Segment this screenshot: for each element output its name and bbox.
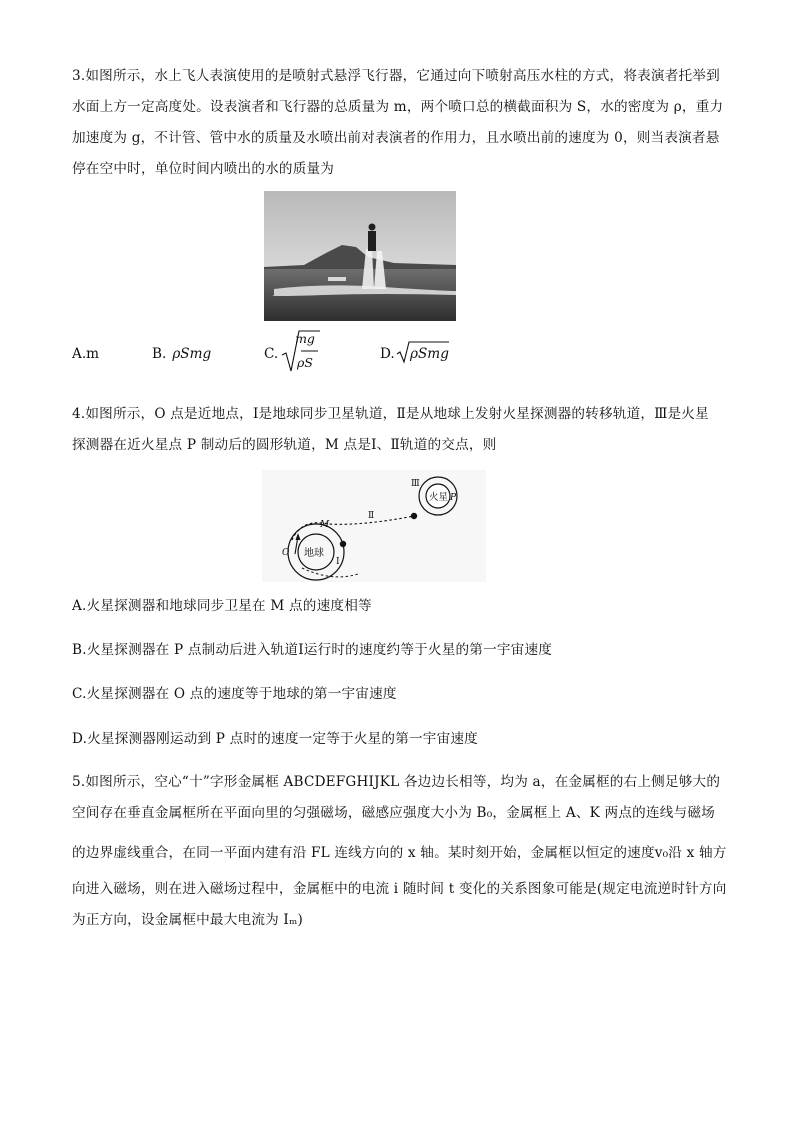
q3-option-c-label: C. xyxy=(264,346,279,362)
q3-option-b xyxy=(152,345,211,363)
earth-label: 地球 xyxy=(304,548,324,559)
probe-dot xyxy=(411,513,417,519)
q5-line-3: 的边界虚线重合，在同一平面内建有沿 FL 连线方向的 x 轴。某时刻开始，金属框以恒定的速度v₀沿 x 轴方 xyxy=(72,845,727,861)
q3-option-d-expr: ρSmg xyxy=(410,346,449,362)
q5-line-5: 为正方向，设金属框中最大电流为 Iₘ) xyxy=(72,912,304,928)
flyboard-photo xyxy=(264,191,456,321)
q4-option-c: C.火星探测器在 O 点的速度等于地球的第一宇宙速度 xyxy=(72,686,397,702)
q3-line-3: 加速度为 g，不计管、管中水的质量及水喷出前对表演者的作用力，且水喷出前的速度为 0，则当表演者悬 xyxy=(72,130,720,146)
q5-line-4: 向进入磁场，则在进入磁场过程中，金属框中的电流 i 随时间 t 变化的关系图象可能是(规定电流逆时针方向 xyxy=(72,881,727,897)
q4-option-b: B.火星探测器在 P 点制动后进入轨道Ⅰ运行时的速度约等于火星的第一宇宙速度 xyxy=(72,642,553,658)
label-p: P xyxy=(450,493,457,503)
orbit-diagram xyxy=(262,470,486,582)
q3-option-b-expr: ρSmg xyxy=(172,346,212,362)
q5-line-2: 空间存在垂直金属框所在平面向里的匀强磁场，磁感应强度大小为 B₀，金属框上 A、K 两点的连线与磁场 xyxy=(72,805,715,821)
q4-option-a: A.火星探测器和地球同步卫星在 M 点的速度相等 xyxy=(72,598,372,614)
label-m: M xyxy=(320,520,330,530)
flyboard-photo-image xyxy=(264,191,456,321)
q3-option-a: A.m xyxy=(72,346,100,362)
q3-option-b-label: B. xyxy=(152,346,167,362)
mars-label: 火星 xyxy=(429,492,449,503)
q3-line-1: 3.如图所示，水上飞人表演使用的是喷射式悬浮飞行器，它通过向下喷射高压水柱的方式，将表演者托举到 xyxy=(72,68,720,84)
orbit-diagram-svg xyxy=(262,470,486,582)
q5-line-1: 5.如图所示，空心“十”字形金属框 ABCDEFGHIJKL 各边边长相等，均为 a，在金属框的右上侧足够大的 xyxy=(72,774,721,790)
label-o: O xyxy=(282,548,290,558)
q3-option-d-label: D. xyxy=(380,346,395,362)
q4-line-1: 4.如图所示，O 点是近地点，Ⅰ是地球同步卫星轨道，Ⅱ是从地球上发射火星探测器的转移轨道，Ⅲ是火星 xyxy=(72,406,709,422)
satellite-dot xyxy=(340,541,346,547)
q3-line-2: 水面上方一定高度处。设表演者和飞行器的总质量为 m，两个喷口总的横截面积为 S，水的密度为 ρ，重力 xyxy=(72,99,724,115)
label-iii: Ⅲ xyxy=(411,479,420,489)
q4-option-d: D.火星探测器刚运动到 P 点时的速度一定等于火星的第一宇宙速度 xyxy=(72,731,478,747)
label-i: I xyxy=(336,557,340,567)
q3-line-4: 停在空中时，单位时间内喷出的水的质量为 xyxy=(72,161,335,177)
label-ii: Ⅱ xyxy=(368,511,375,521)
q4-line-2: 探测器在近火星点 P 制动后的圆形轨道，M 点是Ⅰ、Ⅱ轨道的交点，则 xyxy=(72,437,497,453)
q3-option-c-denominator: ρS xyxy=(297,355,313,370)
q3-option-c-numerator: mg xyxy=(295,331,315,346)
